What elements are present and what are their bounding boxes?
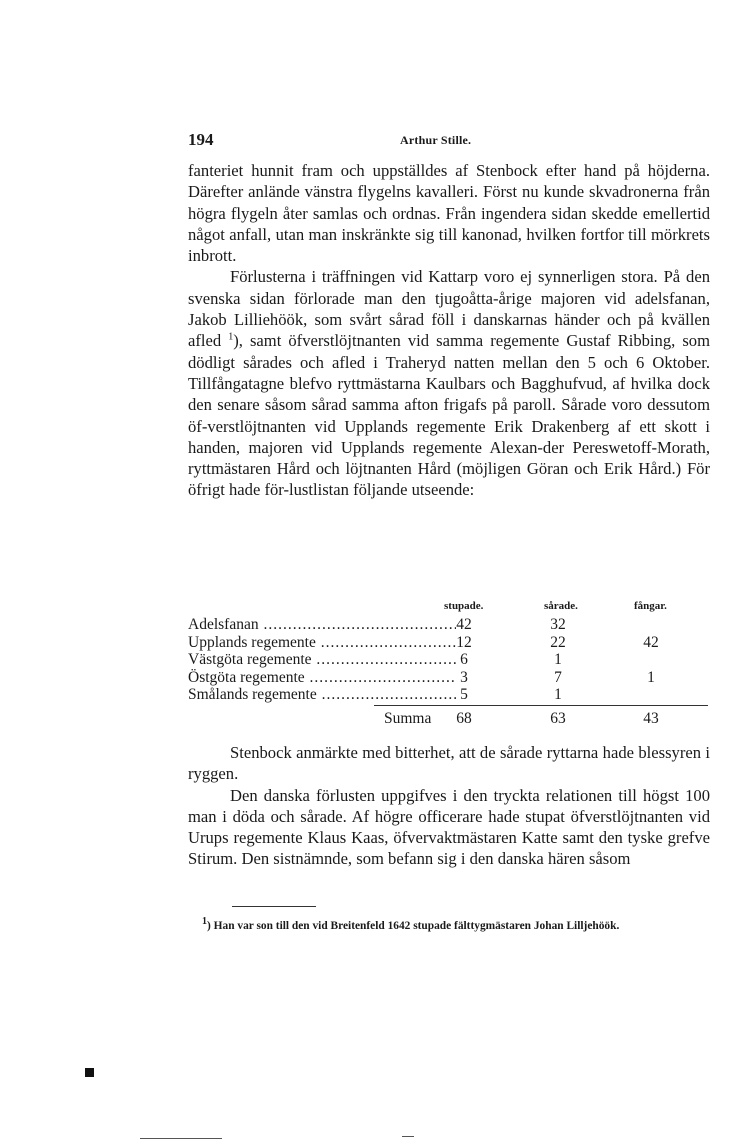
table-row	[188, 616, 710, 634]
paragraph-2-part-1: Förlusterna i träffningen vid Kattarp voro ej synnerligen stora. På den svenska sidan förlorade man den tjugoåtta-årige majoren vid adelsfanan, Jakob Lilliehöök, som svårt sårad föll i danskarnas händer och på kvällen afled	[188, 267, 710, 351]
table-row	[188, 686, 710, 704]
footnote	[188, 918, 710, 935]
sum-rule	[374, 705, 708, 706]
page-header	[188, 130, 710, 152]
cell-stupade: 12	[456, 633, 472, 651]
footnote-reference: 1	[228, 331, 234, 343]
footnote-divider	[232, 906, 316, 907]
body-text-top	[188, 160, 710, 501]
sum-stupade: 68	[456, 709, 472, 727]
paragraph-3: Stenbock anmärkte med bitterhet, att de sårade ryttarna hade blessyren i ryggen.	[188, 743, 710, 784]
cell-stupade: 5	[460, 686, 468, 704]
body-text-bottom	[188, 742, 710, 870]
header-fangar: fångar.	[634, 600, 667, 612]
scan-mark-icon	[85, 1068, 94, 1077]
scan-edge-dash	[402, 1136, 414, 1137]
cell-fangar: 1	[647, 668, 655, 686]
row-label: Västgöta regemente .....	[188, 651, 456, 669]
footnote-mark-number: 1	[202, 916, 207, 928]
cell-stupade: 6	[460, 651, 468, 669]
table-row	[188, 634, 710, 652]
sum-rule-row	[188, 704, 710, 706]
cell-sarade: 1	[554, 651, 562, 669]
table-row	[188, 669, 710, 687]
row-label: Upplands regemente .....	[188, 634, 456, 652]
header-stupade: stupade.	[444, 600, 484, 612]
sum-fangar: 43	[643, 709, 659, 727]
paragraph-2	[188, 266, 710, 500]
row-label: Östgöta regemente .....	[188, 669, 456, 687]
running-head: Arthur Stille.	[400, 133, 472, 147]
cell-sarade: 32	[550, 616, 566, 633]
table-header-row	[188, 598, 710, 616]
paragraph-2-part-2: ), samt öfverstlöjtnanten vid samma regemente Gustaf Ribbing, som dödligt sårades och afled i Traheryd natten mellan den 5 och 6 Oktober. Tillfångatagne blefvo ryttmästarna Kaulbars och Bagghufvud, af hvilka dock den senare såsom sårad samma afton frigafs på paroll. Sårade voro dessutom öf-verstlöjtnanten vid Upplands regemente Erik Drakenberg af ett skott i handen, majoren vid Upplands regemente Alexan-der Pereswetoff-Morath, ryttmästaren Hård och löjtnanten Hård (möjligen Göran och Erik Hård.) För öfrigt hade för-lustlistan följande utseende:	[188, 331, 710, 500]
cell-sarade: 1	[554, 686, 562, 704]
cell-fangar: 42	[643, 633, 659, 651]
cell-stupade: 42	[456, 616, 472, 633]
footnote-text: ) Han var son till den vid Breitenfeld 1642 stupade fälttygmästaren Johan Lilljehöök.	[207, 920, 620, 932]
header-sarade: sårade.	[544, 600, 578, 612]
table-row	[188, 651, 710, 669]
paragraph-4: Den danska förlusten uppgifves i den tryckta relationen till högst 100 man i döda och sårade. Af högre officerare hade stupat öfverstlöjtnanten vid Urups regemente Klaus Kaas, öfvervaktmästaren Katte samt den tyske grefve Stirum. Den sistnämnde, som befann sig i den danska hären såsom	[188, 785, 710, 869]
paragraph-1: fanteriet hunnit fram och uppställdes af Stenbock efter hand på höjderna. Därefter anlände vänstra flygelns kavalleri. Först nu kunde skvadronerna från högra flygeln åter samlas och ordnas. Från ingendera sidan skedde emellertid något anfall, utan man inskränkte sig till kanonad, hvilken fortfor till mörkrets inbrott.	[188, 161, 710, 266]
scan-edge-line	[140, 1138, 222, 1139]
row-label: Adelsfanan .....	[188, 616, 456, 634]
row-label: Smålands regemente .....	[188, 686, 456, 704]
page-number: 194	[188, 130, 214, 149]
cell-sarade: 22	[550, 633, 566, 651]
sum-row	[188, 710, 710, 730]
footnote-mark	[188, 916, 207, 932]
sum-label: Summa	[384, 709, 432, 727]
cell-stupade: 3	[460, 668, 468, 686]
cell-sarade: 7	[554, 668, 562, 686]
casualty-table	[188, 598, 710, 730]
sum-sarade: 63	[550, 709, 566, 727]
